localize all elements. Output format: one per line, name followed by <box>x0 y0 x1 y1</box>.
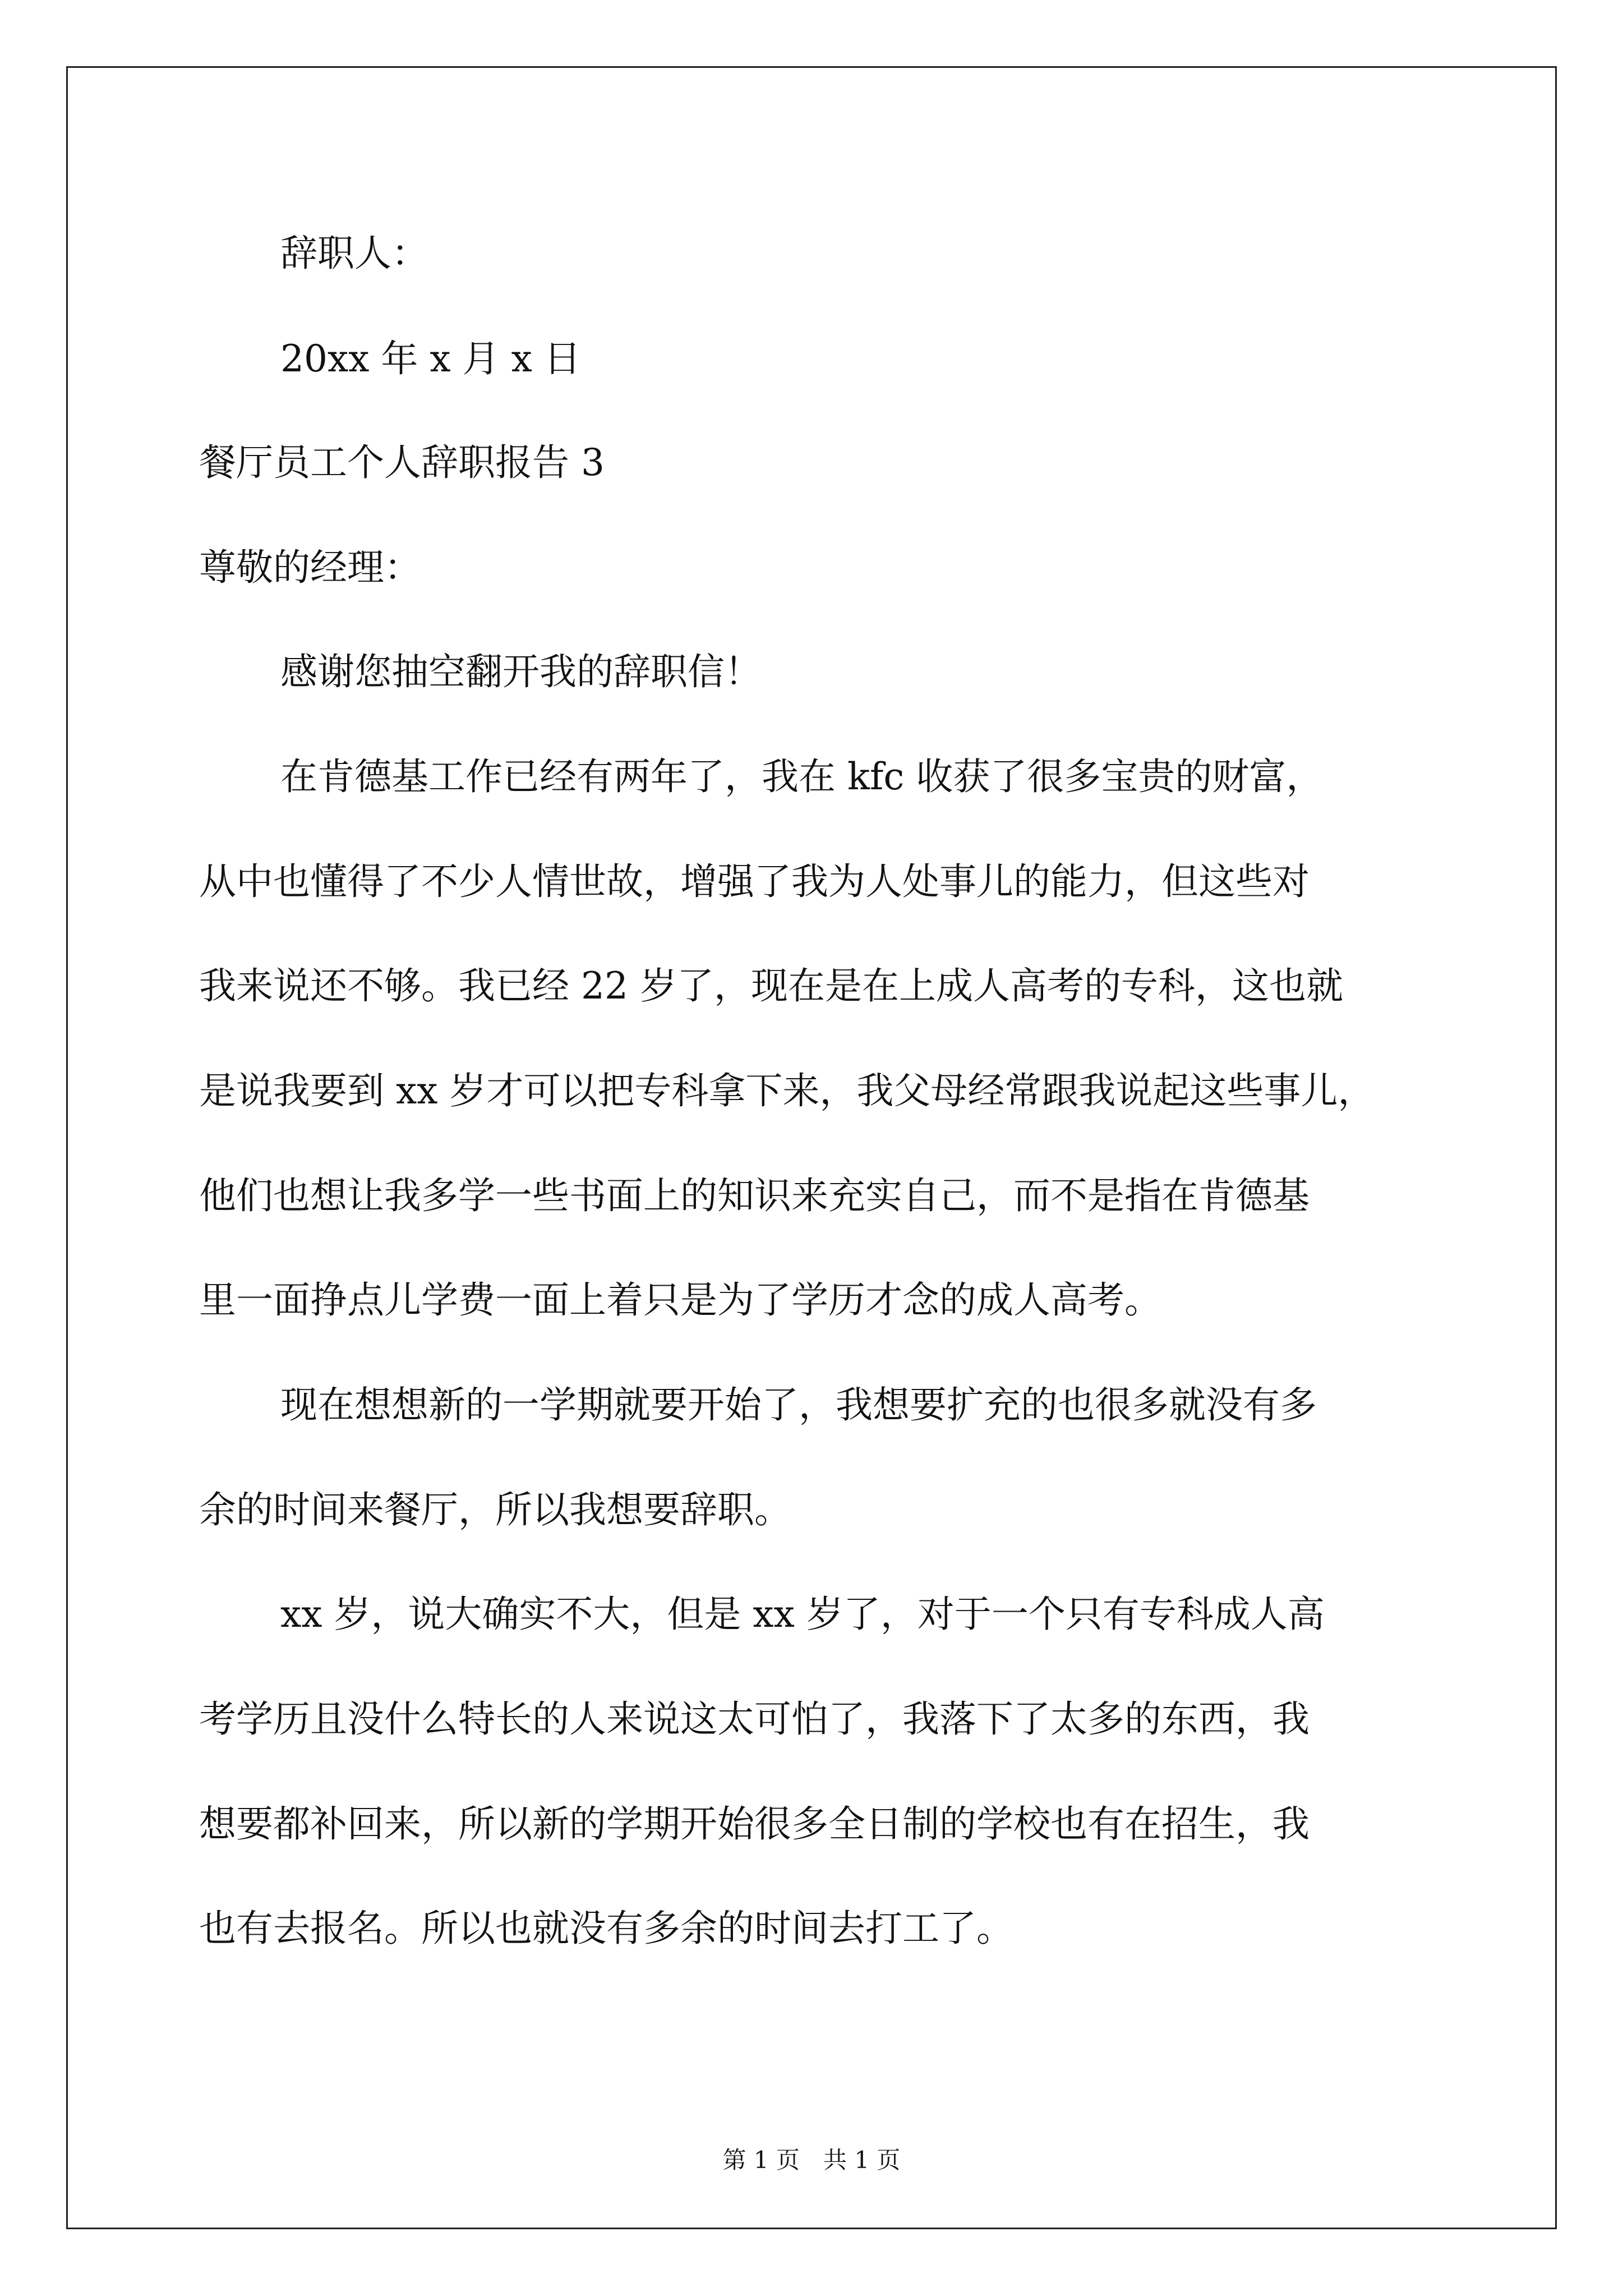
section-title: 餐厅员工个人辞职报告 3 <box>199 441 605 484</box>
paragraph-line: 考学历且没什么特长的人来说这太可怕了，我落下了太多的东西，我 <box>199 1697 1310 1741</box>
paragraph-line: 在肯德基工作已经有两年了，我在 kfc 收获了很多宝贵的财富， <box>280 755 1324 798</box>
paragraph-line: 也有去报名。所以也就没有多余的时间去打工了。 <box>199 1907 1013 1950</box>
date-line: 20xx 年 x 月 x 日 <box>280 337 581 380</box>
page-border <box>66 66 1557 2229</box>
paragraph-line: 从中也懂得了不少人情世故，增强了我为人处事儿的能力，但这些对 <box>199 860 1310 903</box>
paragraph-line: 余的时间来餐厅，所以我想要辞职。 <box>199 1488 791 1531</box>
paragraph-line: 想要都补回来，所以新的学期开始很多全日制的学校也有在招生，我 <box>199 1802 1310 1846</box>
paragraph-line: 里一面挣点儿学费一面上着只是为了学历才念的成人高考。 <box>199 1278 1161 1322</box>
paragraph-line: xx 岁，说大确实不大，但是 xx 岁了，对于一个只有专科成人高 <box>280 1593 1325 1636</box>
paragraph-line: 现在想想新的一学期就要开始了，我想要扩充的也很多就没有多 <box>280 1383 1317 1427</box>
paragraph-line: 是说我要到 xx 岁才可以把专科拿下来，我父母经常跟我说起这些事儿， <box>199 1069 1375 1112</box>
paragraph-line: 感谢您抽空翻开我的辞职信！ <box>280 650 762 693</box>
signatory-label: 辞职人： <box>280 232 428 275</box>
salutation: 尊敬的经理： <box>199 546 421 589</box>
page-number-footer: 第 1 页 共 1 页 <box>722 2146 901 2174</box>
paragraph-line: 他们也想让我多学一些书面上的知识来充实自己，而不是指在肯德基 <box>199 1174 1310 1217</box>
paragraph-line: 我来说还不够。我已经 22 岁了，现在是在上成人高考的专科，这也就 <box>199 964 1343 1007</box>
